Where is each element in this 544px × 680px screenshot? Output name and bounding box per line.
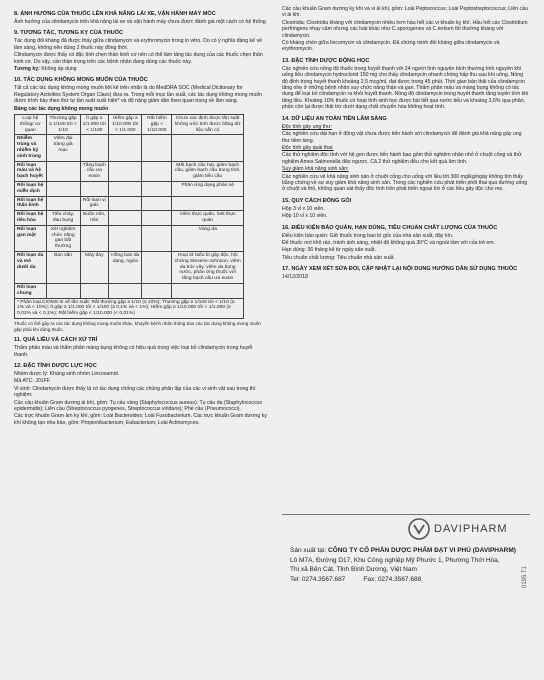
sec14-t3: Các nghiên cứu về khả năng sinh sản ở chuột cống cho uống với liều tới 300 mg/kg/ngày không tìm thấy bằng chứng về sự suy giảm khả năng sinh sản. Trong các nghiên cứu phát triển phôi thai qua đường uống ở chuột và thỏ, không quan sát thấy độc tính trên phát triển ngoại trừ ở các liều gây độc cho mẹ. (282, 173, 528, 193)
bact-line3: Có kháng chéo giữa lincomycin và clindamycin. Đã chứng minh đối kháng giữa clindamycin và erythromycin. (282, 40, 500, 53)
sec8-text: Ảnh hưởng của clindamycin trên khả năng lái xe và vận hành máy chưa được đánh giá một cách có hệ thống. (14, 19, 268, 25)
sec15-l2: Hộp 10 vỉ x 10 viên. (282, 213, 328, 220)
mfr-address: Lô M7A, Đường D17, Khu Công nghiệp Mỹ Phước 1, Phường Thới Hòa, (290, 556, 500, 564)
sec9-label: Tương kỵ: (14, 66, 40, 73)
adverse-table (14, 114, 244, 319)
sec10-heading: 10. TÁC DỤNG KHÔNG MONG MUỐN CỦA THUỐC (14, 77, 148, 84)
sec16-t: Điều kiện bảo quản: Giữ thuốc trong bao bì gốc của nhà sản xuất, đậy kín. (282, 232, 454, 239)
th-3: Hiếm gặp ≥ 1/10.000 tới < 1/1.000 (109, 115, 142, 135)
table-row: Rối loạn máu và hệ bạch huyết Tăng bạch cầu ưa eosin Mất bạch cầu hạt, giảm bạch cầu, giảm bạch cầu trung tính, giảm tiểu cầu (15, 161, 244, 181)
sec9-heading: 9. TƯƠNG TÁC, TƯƠNG KỴ CỦA THUỐC (14, 30, 124, 37)
th-2: Ít gặp ≥ 1/1.000 tới < 1/100 (80, 115, 109, 135)
sec12-line3: Vi sinh: Clindamycin được thấy là có tác dụng chống các chủng phân lập của các vi sinh vật sau trong thí nghiệm: (14, 385, 256, 399)
bact-line1: Các cầu khuẩn Gram dương kỵ khí và vi ái khí, gồm: Loài Peptococcus; Loài Peptostreptococcus; Liên cầu vi ái khí. (282, 6, 528, 19)
table-row: Rối loạn hệ thần kinh Rối loạn vị giác (15, 196, 244, 211)
sec14-sub1: Độc tính gây ung thư: (282, 123, 332, 130)
sec12-line2: Mã ATC: J01FF. (14, 378, 51, 385)
table-row: Rối loạn chung (15, 283, 244, 298)
sec17-heading: 17. NGÀY XEM XÉT SỬA ĐỔI, CẬP NHẬT LẠI NỘI DUNG HƯỚNG DẪN SỬ DỤNG THUỐC (282, 266, 518, 273)
sec14-sub3: Suy giảm khả năng sinh sản: (282, 166, 349, 173)
logo-text: DAVIPHARM (434, 523, 508, 535)
mfr-label: Sản xuất tại: (290, 547, 327, 554)
th-5: Chưa xác định được tần suất không ước tính được bằng dữ liệu sẵn có (172, 115, 244, 135)
mfr-address2: Thị xã Bến Cát, Tỉnh Bình Dương, Việt Nam (290, 566, 417, 573)
company-logo (408, 518, 508, 540)
mfr-tel: Tel: 0274.3567.687 (290, 575, 346, 583)
right-column (282, 6, 530, 282)
sec15-heading: 15. QUY CÁCH ĐÓNG GÓI (282, 197, 352, 204)
table-row: Rối loạn gan mật Xét nghiệm chức năng gan bất thường Vàng da (15, 225, 244, 251)
sec9-text2: Clindamycin được thấy có đặc tính chẹn thần kinh cơ nên có thể làm tăng tác dụng của các thuốc chẹn thần kinh cơ. Do vậy, cần thận trọng trên các bệnh nhân đang dùng các thuốc này. (14, 52, 263, 65)
divider (282, 514, 530, 515)
table-row: Rối loạn da và mô dưới da Ban sần Mày đay Hồng ban đa dạng, ngứa Hoại tử biểu bì gây độc, hội chứng Stevens-Johnson, viêm da tróc vảy, viêm da bọng nước, phản ứng thuốc với tăng bạch cầu ưa eosin (15, 252, 244, 284)
sec12-line4: Các cầu khuẩn Gram dương ái khí, gồm: Tụ cầu vàng (Staphylococcus aureus); Tụ cầu da (Staphylococcus epidermidis); Liên cầu (Streptococcus pyogenes, Streptococcus viridans); Phế cầu (Pneumococci). (14, 399, 263, 412)
sec13-text: Các nghiên cứu nồng độ thuốc trong huyết thanh với 24 người tình nguyện bình thường tính nguyên khi uống liều clindamycin hydroclorid 150 mg cho thấy clindamycin nhanh chóng hấp thu sau khi uống. Nồng độ đỉnh trong huyết thanh khoảng 2,5 mcg/ml, đạt được trong 45 phút. Thời gian bán thải của clindamycin tăng nhẹ ở những bệnh nhân suy chức năng thận và gan. Thẩm phân máu và màng bụng không có tác dụng để loại bỏ clindamycin ra khỏi huyết thanh. Nồng độ clindamycin trong huyết thanh tăng tuyến tính khi tăng liều. Khoảng 10% thuốc có hoạt tính sinh học được bài tiết qua nước tiểu và khoảng 3,6% qua phân, phần còn lại được thải trừ dưới dạng chất chuyển hóa không hoạt tính. (282, 65, 529, 111)
sec16-t4: Tiêu chuẩn chất lượng: Tiêu chuẩn nhà sản xuất. (282, 254, 395, 261)
mfr-fax: Fax: 0274.3567.688 (363, 575, 422, 583)
manufacturer-block (290, 546, 530, 584)
sec14-heading: 14. DỮ LIỆU AN TOÀN TIỀN LÂM SÀNG (282, 115, 387, 122)
left-column (14, 6, 268, 427)
sec14-sub2: Độc tính gây quái thai: (282, 144, 334, 151)
davipharm-logo-icon (408, 518, 430, 540)
table-row: Rối loạn hệ tiêu hóa Tiêu chảy, đau bụng Buồn nôn, nôn Viêm thực quản, loét thực quản (15, 211, 244, 226)
table-row: Rối loạn hệ miễn dịch Phản ứng dạng phản vệ (15, 182, 244, 197)
bact-line2: Clostridia: Clostridia kháng với clindamycin nhiều hơn hầu hết các vi khuẩn kỵ khí. Hầu hết các Clostridium perfringens nhạy cảm nhưng các loài khác như C.sporogenes và C.tertium thì thường kháng với clindamycin. (282, 19, 528, 39)
sec9-val: Không áp dụng (41, 66, 77, 73)
sec12-line1: Nhóm dược lý: Kháng sinh nhóm Lincosamid. (14, 370, 120, 377)
sec10-text: Tất cả các tác dụng không mong muốn liệt kê trên nhãn là do MedDRA SOC (Medical Dictionary for Regulatory Activities System Organ Class) đưa ra. Trong mỗi mục tần suất, các tác dụng không mong muốn được trình bày theo thứ tự tần suất xuất hiện* và độ nặng giảm dần theo quan trọng về lâm sàng. (14, 85, 262, 105)
sec11-text: Thẩm phân máu và thẩm phân màng bụng không có hiệu quả trong việc loại bỏ clindamycin trong huyết thanh. (14, 345, 253, 358)
sec14-t2: Các thử nghiệm độc tính với hệ gen được tiến hành bao gồm thử nghiệm nhân nhỏ ở chuột cống và thử nghiệm Ames Salmonella đảo ngược. Cả 2 thử nghiệm đều cho kết quả âm tính. (282, 152, 522, 165)
table-row: Nhiễm trùng và nhiễm ký sinh trùng Viêm đại tràng giả mạc (15, 135, 244, 161)
sec16-t2: Để thuốc nơi khô ráo, tránh ánh sáng, nhiệt độ không quá 30°C và ngoài tầm với của trẻ em. (282, 239, 496, 246)
mfr-name: CÔNG TY CỔ PHẦN DƯỢC PHẨM ĐẠT VI PHÚ (DAVIPHARM) (327, 547, 516, 554)
doc-code: 0195.T1 (521, 565, 528, 589)
th-0: Loại hệ thống/ cơ quan (15, 115, 47, 135)
th-4: Rất hiếm gặp < 1/10.000 (142, 115, 172, 135)
sec8-heading: 8. ẢNH HƯỞNG CỦA THUỐC LÊN KHẢ NĂNG LÁI XE, VẬN HÀNH MÁY MÓC (14, 11, 216, 17)
table-footnote-row: * Phân loại CIOMS III về tần suất: Rất thường gặp ≥ 1/10 (≥ 10%); Thường gặp ≥ 1/100 tới < 1/10 (≥ 1% và < 10%); Ít gặp ≥ 1/1.000 tới < 1/100 (≥ 0,1% và < 1%); Hiếm gặp ≥ 1/10.000 tới < 1/1.000 (≥ 0,01% và < 0,1%); Rất hiếm gặp < 1/10.000 (< 0,01%) (15, 298, 244, 318)
sec16-heading: 16. ĐIỀU KIỆN BẢO QUẢN, HẠN DÙNG, TIÊU CHUẨN CHẤT LƯỢNG CỦA THUỐC (282, 224, 498, 231)
sec12-line5: Các trực khuẩn Gram âm kỵ khí, gồm: Loài Bacteroides; Loài Fusobacterium. Các trực khuẩn Gram dương kỵ khí không tạo nha bào, gồm: Propionibacterium; Eubacterium; Loài Actinomyces. (14, 413, 267, 426)
sec17-t: 14/12/2018 (282, 274, 308, 281)
sec13-heading: 13. ĐẶC TÍNH DƯỢC ĐỘNG HỌC (282, 57, 370, 64)
sec12-heading: 12. ĐẶC TÍNH DƯỢC LỰC HỌC (14, 362, 97, 369)
sec9-text: Tác dụng đối kháng đã được thấy giữa clindamycin và erythromycin trong in vitro. Do có ý nghĩa đáng kể về lâm sàng, không nên dùng 2 thuốc này đồng thời. (14, 38, 262, 51)
table-title: Bảng các tác dụng không mong muốn (14, 105, 109, 112)
sec14-t1: Các nghiên cứu dài hạn ở động vật chưa được tiến hành với clindamycin để đánh giá khả năng gây ung thư tiềm tàng. (282, 131, 522, 144)
sec15-l1: Hộp 3 vỉ x 10 viên. (282, 205, 325, 212)
sec11-heading: 11. QUÁ LIỀU VÀ CÁCH XỬ TRÍ (14, 337, 98, 344)
sec16-t3: Hạn dùng: 36 tháng kể từ ngày sản xuất. (282, 247, 377, 254)
table-note: Thuốc có thể gây ra các tác dụng không mong muốn khác, khuyến bệnh nhân thông báo các tác dụng không mong muốn gặp phải khi dùng thuốc. (14, 320, 261, 332)
th-1: Thường gặp ≥ 1/100 tới < 1/10 (46, 115, 80, 135)
